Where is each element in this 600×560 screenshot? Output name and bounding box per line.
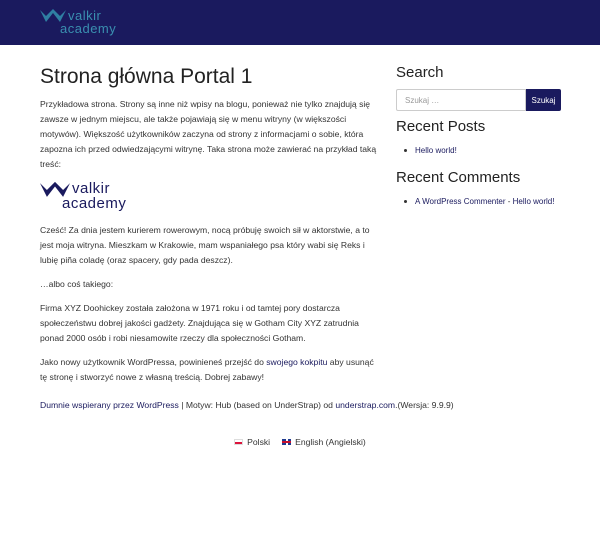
recent-comments-title: Recent Comments	[396, 169, 521, 186]
language-label: English (Angielski)	[295, 437, 366, 447]
paragraph-or: …albo coś takiego:	[40, 279, 114, 289]
logo-line2: academy	[60, 21, 117, 36]
dashboard-text-before: Jako nowy użytkownik WordPressa, powinieneś przejść do	[40, 357, 267, 367]
paragraph-dashboard	[40, 355, 378, 385]
list-item	[396, 194, 566, 209]
wordpress-link[interactable]: Dumnie wspierany przez WordPress	[40, 400, 179, 410]
understrap-link[interactable]: understrap.com	[335, 400, 396, 410]
dashboard-text-after: aby usunąć tę stronę i stworzyć nowe z własną treścią. Dobrej zabawy!	[40, 357, 374, 382]
page-title: Strona główna Portal 1	[40, 65, 253, 88]
content-logo-line2: academy	[62, 195, 127, 212]
language-polish[interactable]	[234, 437, 270, 447]
comment-separator: -	[505, 197, 513, 206]
content-logo-line1: valkir	[72, 180, 111, 197]
paragraph-intro: Przykładowa strona. Strony są inne niż wpisy na blogu, ponieważ nie tylko znajdują się zawsze w jednym miejscu, ale także pojawiają się w menu witryny (w większości motywów). Większość użytkowników zaczyna od strony z informacjami o sobie, która zapozna ich przed odwiedzającymi witrynę. Taka strona może zawierać na przykład taką treść:	[40, 99, 377, 169]
theme-text: | Motyw: Hub (based on UnderStrap) od	[178, 400, 336, 410]
language-switcher	[0, 437, 600, 447]
logo-line1: valkir	[68, 8, 102, 23]
comment-author-link[interactable]: A WordPress Commenter	[415, 197, 506, 206]
language-label: Polski	[247, 437, 271, 447]
dashboard-link[interactable]: swojego kokpitu	[266, 357, 328, 367]
recent-posts-list	[396, 143, 566, 158]
content-logo	[40, 181, 378, 213]
content-logo-text	[62, 180, 127, 212]
version-text: .(Wersja: 9.9.9)	[395, 400, 454, 410]
language-english[interactable]	[282, 437, 366, 447]
paragraph-courier: Cześć! Za dnia jestem kurierem rowerowym, nocą próbuję swoich sił w aktorstwie, a to jest moja witryna. Mieszkam w Krakowie, mam wspaniałego psa który wabi się Reks i lubię piña coladę (oraz spacery, gdy pada deszcz).	[40, 225, 370, 265]
search-button[interactable]: Szukaj	[526, 89, 561, 111]
paragraph-company: Firma XYZ Doohickey została założona w 1971 roku i od tamtej pory dostarcza społeczeństwu dobrej jakości gadżety. Znajdująca się w Gotham City XYZ zatrudnia ponad 2000 osób i robi niesamowite rzeczy dla społeczności Gotham.	[40, 303, 359, 343]
recent-post-link[interactable]: Hello world!	[415, 146, 457, 155]
search-form	[396, 89, 566, 111]
comment-post-link[interactable]: Hello world!	[512, 197, 555, 206]
list-item	[396, 143, 566, 158]
main-content	[40, 63, 378, 394]
recent-posts-title: Recent Posts	[396, 118, 486, 135]
gb-flag-icon	[282, 439, 291, 445]
pl-flag-icon	[234, 439, 243, 445]
site-footer	[40, 400, 454, 410]
recent-comments-list	[396, 194, 566, 209]
search-input[interactable]	[396, 89, 526, 111]
site-logo[interactable]	[40, 9, 116, 35]
navbar	[0, 0, 600, 45]
search-widget-title: Search	[396, 64, 444, 81]
logo-text	[60, 8, 117, 36]
sidebar	[396, 63, 566, 219]
